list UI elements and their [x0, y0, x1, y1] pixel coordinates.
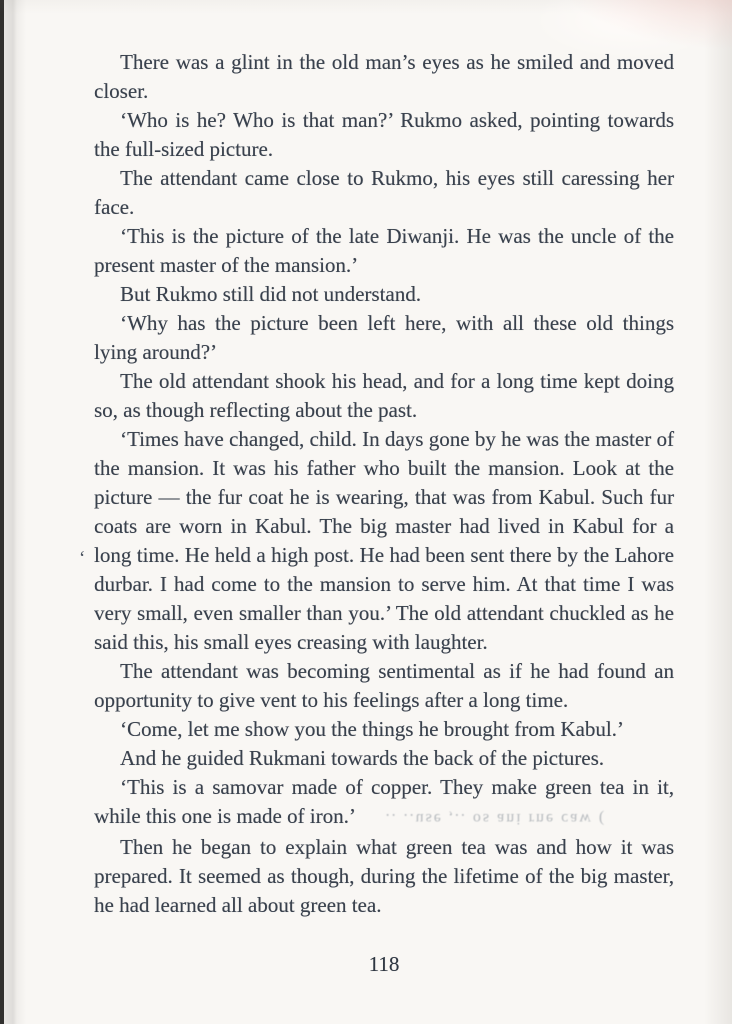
paragraph: ‘Come, let me show you the things he brought from Kabul.’ [120, 717, 624, 741]
paragraph: The old attendant shook his head, and for a long time kept doing so, as though reflecting about the past. [94, 369, 674, 422]
paragraph: Then he began to explain what green tea was and how it was prepared. It seemed as though, during the lifetime of the big master, he had learned all about green tea. [94, 835, 674, 917]
paragraph [94, 773, 674, 833]
paragraph: The attendant was becoming sentimental as if he had found an opportunity to give vent to his feelings after a long time. [94, 659, 674, 712]
paragraph: The attendant came close to Rukmo, his eyes still caressing her face. [94, 166, 674, 219]
paragraph: ‘Why has the picture been left here, with all these old things lying around?’ [94, 311, 674, 364]
paragraph-text: ‘This is a samovar made of copper. They make green tea in it, while this one is made of iron.’ [94, 775, 674, 828]
paragraph: There was a glint in the old man’s eyes as he smiled and moved closer. [94, 50, 674, 103]
page-number: 118 [368, 952, 400, 976]
paragraph: ‘Times have changed, child. In days gone by he was the master of the mansion. It was his father who built the mansion. Look at the picture — the fur coat he is wearing, that was from Kabul. Such fur coats are worn in Kabul. The big master had lived in Kabul for a long time. He held a high post. He had been sent there by the Lahore durbar. I had come to the mansion to serve him. At that time I was very small, even smaller than you.’ The old attendant chuckled as he said this, his small eyes creasing with laughter. [94, 427, 674, 654]
paragraph: And he guided Rukmani towards the back of the pictures. [120, 746, 605, 770]
paragraph: ‘Who is he? Who is that man?’ Rukmo asked, pointing towards the full-sized picture. [94, 108, 674, 161]
bleed-through-text: .. ..use ,.. os ani rne caw ( [385, 810, 607, 827]
paragraph: ‘This is the picture of the late Diwanji. He was the uncle of the present master of the mansion.’ [94, 224, 674, 277]
paragraph: But Rukmo still did not understand. [120, 282, 422, 306]
stray-ink-mark: ‘ [79, 548, 86, 569]
page-text [79, 48, 674, 920]
